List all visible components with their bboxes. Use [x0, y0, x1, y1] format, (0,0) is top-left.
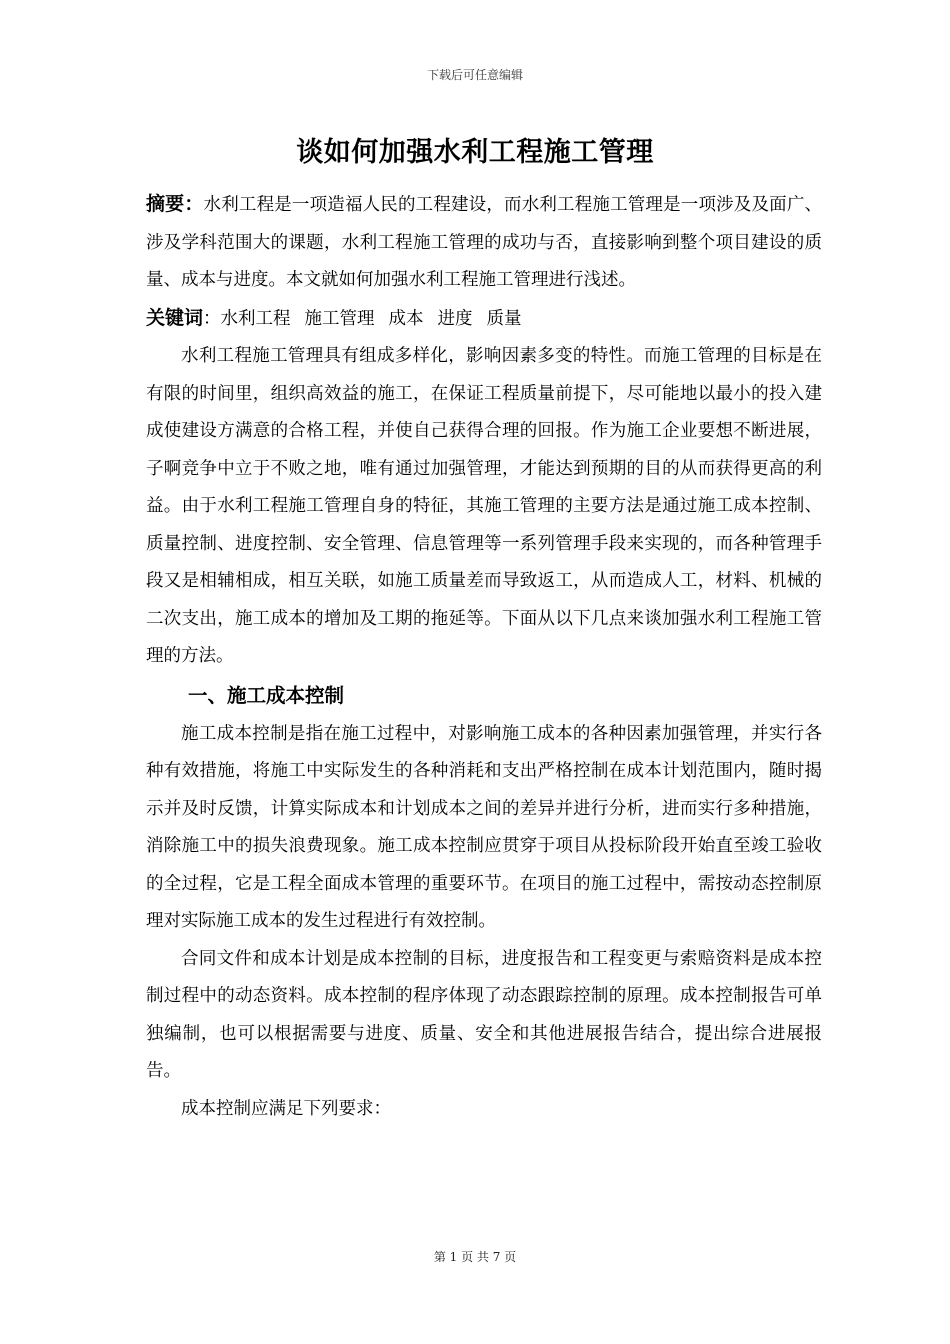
- header-note: 下载后可任意编辑: [426, 68, 523, 82]
- section1-paragraph-2: 合同文件和成本计划是成本控制的目标，进度报告和工程变更与索赔资料是成本控制过程中的动态资料。成本控制的程序体现了动态跟踪控制的原理。成本控制报告可单独编制，也可以根据需要与进度、质量、安全和其他进展报告结合，提出综合进展报告。: [146, 948, 822, 1081]
- abstract-colon: ：: [184, 193, 204, 215]
- document-title: 谈如何加强水利工程施工管理: [296, 137, 654, 168]
- abstract-text: 水利工程是一项造福人民的工程建设，而水利工程施工管理是一项涉及及面广、涉及学科范围大的课题，水利工程施工管理的成功与否，直接影响到整个项目建设的质量、成本与进度。本文就如何加强水利工程施工管理进行浅述。: [146, 195, 822, 290]
- abstract-label: 摘要: [146, 193, 185, 215]
- keyword-item: 施工管理: [304, 308, 375, 329]
- keyword-item: 水利工程: [220, 308, 291, 329]
- document-body: [146, 186, 822, 1128]
- keyword-item: 进度: [437, 308, 473, 329]
- page-number-footer: 第 1 页 共 7 页: [433, 1250, 517, 1264]
- section1-paragraph-1: 施工成本控制是指在施工过程中，对影响施工成本的各种因素加强管理，并实行各种有效措施，将施工中实际发生的各种消耗和支出严格控制在成本计划范围内，随时揭示并及时反馈，计算实际成本和计划成本之间的差异并进行分析，进而实行多种措施，消除施工中的损失浪费现象。施工成本控制应贯穿于项目从投标阶段开始直至竣工验收的全过程，它是工程全面成本管理的重要环节。在项目的施工过程中，需按动态控制原理对实际施工成本的发生过程进行有效控制。: [146, 723, 822, 931]
- section-heading: 一、施工成本控制: [188, 683, 345, 707]
- keywords-line: [146, 300, 822, 339]
- keywords-label: 关键词: [146, 306, 204, 329]
- keyword-item: 质量: [486, 308, 522, 329]
- keyword-item: 成本: [388, 308, 424, 329]
- intro-paragraph: 水利工程施工管理具有组成多样化，影响因素多变的特性。而施工管理的目标是在有限的时间里，组织高效益的施工，在保证工程质量前提下，尽可能地以最小的投入建成使建设方满意的合格工程，并使自己获得合理的回报。作为施工企业要想不断进展，子啊竞争中立于不败之地，唯有通过加强管理，才能达到预期的目的从而获得更高的利益。由于水利工程施工管理自身的特征，其施工管理的主要方法是通过施工成本控制、质量控制、进度控制、安全管理、信息管理等一系列管理手段来实现的，而各种管理手段又是相辅相成，相互关联，如施工质量差而导致返工，从而造成人工，材料、机械的二次支出，施工成本的增加及工期的拖延等。下面从以下几点来谈加强水利工程施工管理的方法。: [146, 346, 822, 666]
- abstract-paragraph: [146, 186, 822, 300]
- keywords-colon: ：: [203, 308, 221, 329]
- section1-paragraph-3: 成本控制应满足下列要求：: [181, 1098, 391, 1119]
